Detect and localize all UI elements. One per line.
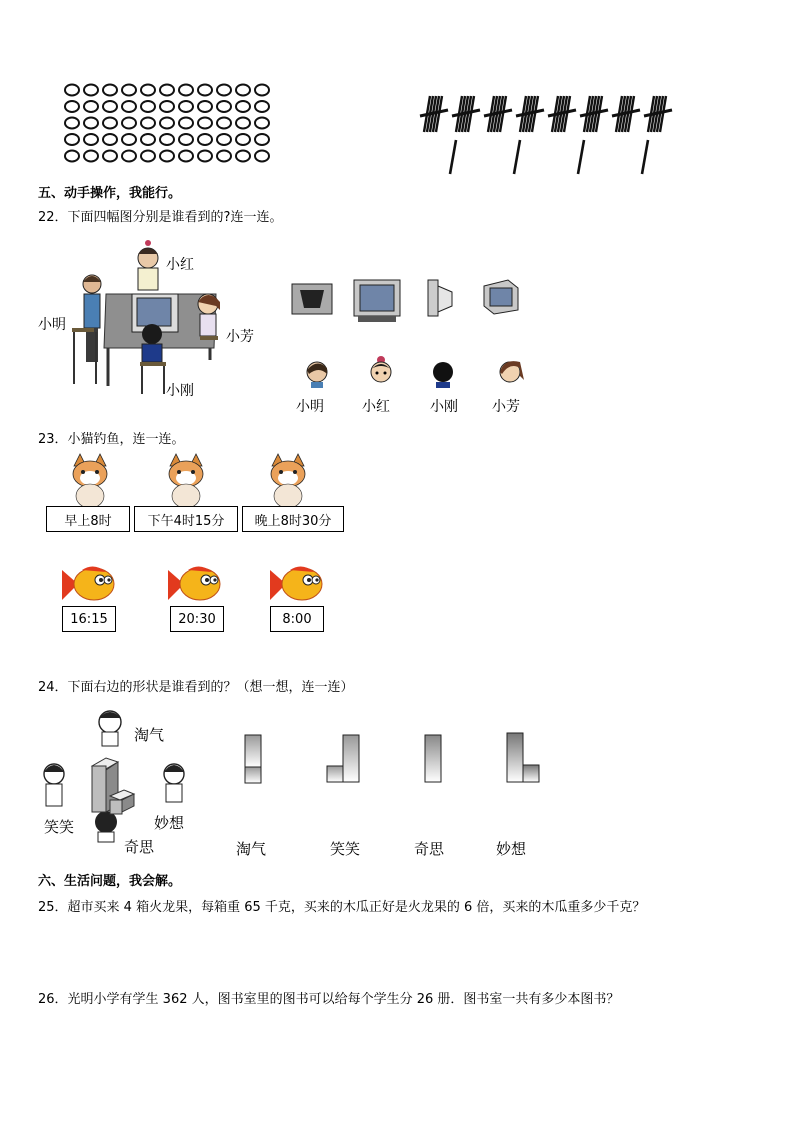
ring-grid-figure [64, 82, 279, 164]
ring [103, 85, 117, 96]
ring [160, 118, 174, 129]
monitor-view-side [426, 278, 456, 320]
ring [217, 151, 231, 162]
ring [84, 85, 98, 96]
question-26-text: 26．光明小学有学生 362 人，图书室里的图书可以给每个学生分 26 册．图书室一共有多少本图书？ [38, 992, 620, 1007]
ring [65, 101, 79, 112]
scene-label-miaoxiang: 妙想 [154, 814, 185, 832]
ring [217, 101, 231, 112]
stick-bundle [644, 96, 672, 132]
head-icon-xiaogang [431, 356, 455, 388]
stick-bundles-figure [418, 92, 678, 178]
question-22-text: 22．下面四幅图分别是谁看到的?连一连。 [38, 210, 283, 225]
ring [198, 134, 212, 145]
ring [236, 101, 250, 112]
ring [122, 85, 136, 96]
cat-time-box-2: 下午4时15分 [134, 506, 238, 532]
cat-time-box-1: 早上8时 [46, 506, 130, 532]
table-scene-figure [66, 236, 236, 404]
single-stick [514, 140, 520, 174]
ring [141, 101, 155, 112]
answer-label-xiaoxiao: 笑笑 [330, 840, 361, 858]
ring [179, 101, 193, 112]
ring [103, 134, 117, 145]
answer-label-xiaohong: 小红 [362, 399, 390, 415]
ring [141, 151, 155, 162]
ring [217, 134, 231, 145]
ring [122, 151, 136, 162]
ring [179, 151, 193, 162]
ring [217, 85, 231, 96]
fish-image-3 [268, 562, 328, 608]
ring [236, 151, 250, 162]
cat-image-2 [164, 454, 208, 506]
ring [160, 85, 174, 96]
ring [160, 101, 174, 112]
ring [84, 134, 98, 145]
ring [103, 101, 117, 112]
ring [160, 151, 174, 162]
stick-bundle [612, 96, 640, 132]
block-view-4 [506, 732, 542, 784]
stick-bundle [452, 96, 480, 132]
ring [141, 118, 155, 129]
ring [65, 118, 79, 129]
question-23-text: 23．小猫钓鱼，连一连。 [38, 432, 185, 447]
ring [84, 101, 98, 112]
ring [84, 151, 98, 162]
scene-label-xiaoming: 小明 [38, 317, 66, 333]
fish-time-box-1: 16:15 [62, 606, 116, 632]
ring [122, 134, 136, 145]
ring [160, 134, 174, 145]
answer-label-miaoxiang: 妙想 [496, 840, 527, 858]
monitor-view-angle [482, 278, 522, 316]
stick-bundle [548, 96, 576, 132]
ring [84, 118, 98, 129]
ring [255, 151, 269, 162]
fish-image-2 [166, 562, 226, 608]
single-stick [450, 140, 456, 174]
ring [103, 151, 117, 162]
head-icon-xiaohong [369, 354, 393, 388]
single-stick [578, 140, 584, 174]
ring [255, 101, 269, 112]
ring [255, 118, 269, 129]
cat-image-1 [68, 454, 112, 506]
stick-bundle [420, 96, 448, 132]
ring [179, 85, 193, 96]
head-icon-xiaofang [498, 354, 526, 388]
ring [198, 101, 212, 112]
question-24-text: 24．下面右边的形状是谁看到的？（想一想，连一连） [38, 680, 354, 695]
answer-label-xiaoming: 小明 [296, 399, 324, 415]
ring [236, 134, 250, 145]
stick-bundle [484, 96, 512, 132]
section-6-heading: 六、生活问题，我会解。 [38, 874, 182, 889]
block-view-1 [244, 734, 264, 786]
ring [236, 85, 250, 96]
ring [217, 118, 231, 129]
scene-label-xiaohong: 小红 [166, 257, 194, 273]
scene-label-qisi: 奇思 [124, 838, 155, 856]
cat-time-box-3: 晚上8时30分 [242, 506, 344, 532]
answer-label-qisi: 奇思 [414, 840, 445, 858]
fish-time-box-3: 8:00 [270, 606, 324, 632]
ring [198, 85, 212, 96]
ring [179, 118, 193, 129]
ring [198, 151, 212, 162]
block-view-3 [424, 734, 444, 786]
ring [65, 85, 79, 96]
ring [122, 101, 136, 112]
ring [236, 118, 250, 129]
fish-image-1 [60, 562, 120, 608]
fish-time-box-2: 20:30 [170, 606, 224, 632]
stick-bundle [516, 96, 544, 132]
ring [198, 118, 212, 129]
answer-label-xiaofang: 小芳 [492, 399, 520, 415]
scene-label-xiaoxiao: 笑笑 [44, 818, 75, 836]
scene-label-xiaogang: 小刚 [166, 383, 194, 399]
cat-image-3 [266, 454, 310, 506]
question-25-text: 25．超市买来 4 箱火龙果，每箱重 65 千克，买来的木瓜正好是火龙果的 6 倍，买来的木瓜重多少千克？ [38, 900, 646, 915]
ring [179, 134, 193, 145]
scene-label-taoqi: 淘气 [134, 726, 165, 744]
single-stick [642, 140, 648, 174]
section-5-heading: 五、动手操作，我能行。 [38, 186, 182, 201]
ring [141, 85, 155, 96]
stick-bundle [580, 96, 608, 132]
ring [255, 134, 269, 145]
answer-label-taoqi: 淘气 [236, 840, 267, 858]
ring [65, 151, 79, 162]
scene-label-xiaofang: 小芳 [226, 329, 254, 345]
monitor-view-back [292, 280, 334, 318]
ring [141, 134, 155, 145]
ring [103, 118, 117, 129]
monitor-view-front [354, 280, 402, 324]
head-icon-xiaoming [305, 356, 329, 388]
ring [255, 85, 269, 96]
ring [65, 134, 79, 145]
block-view-2 [326, 734, 362, 786]
ring [122, 118, 136, 129]
answer-label-xiaogang: 小刚 [430, 399, 458, 415]
